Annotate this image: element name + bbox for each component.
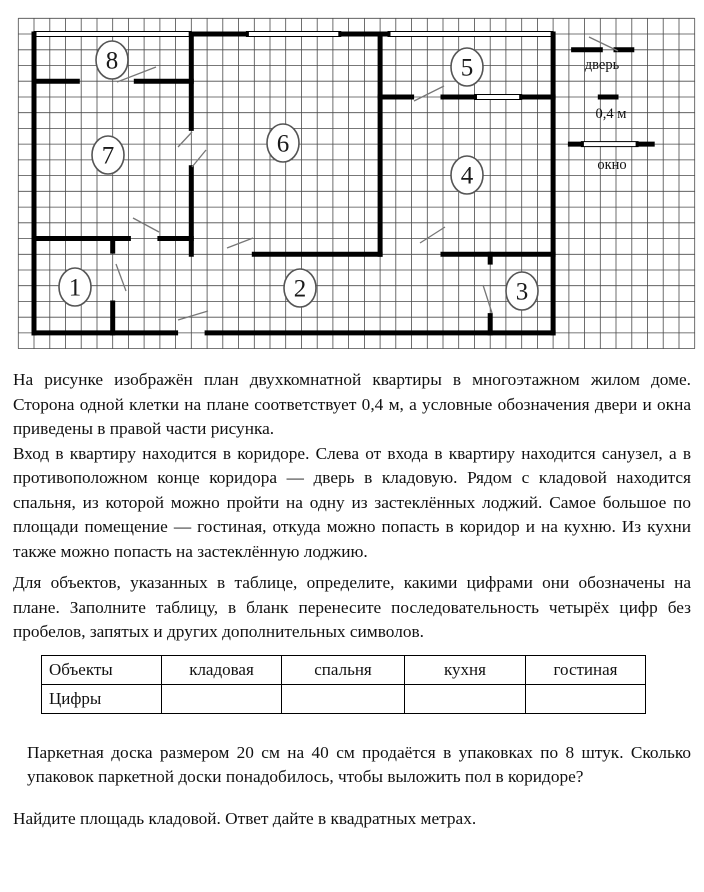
paragraph-task-instruction: Для объектов, указанных в таблице, определите, какими цифрами они обозначены на плане. Заполните таблицу, в бланк перенесите последовательность четырёх цифр без пробелов, запятых и других дополнительных символов.: [13, 573, 691, 641]
room-number-1: [59, 268, 91, 306]
table-cell-kitchen: кухня: [405, 655, 526, 684]
table-cell-storeroom: кладовая: [162, 655, 282, 684]
answer-cell-storeroom: [162, 684, 282, 713]
svg-text:4: 4: [460, 162, 474, 190]
paragraph-rooms-description: Вход в квартиру находится в коридоре. Слева от входа в квартиру находится санузел, а в противоположном конце коридора — дверь в кладовую. Рядом с кладовой находится спальня, из которой можно пройти на одну из застеклённых лоджий. Самое большое по площади помещение — гостиная, откуда можно попасть в коридор и на кухню. Из кухни также можно попасть на застеклённую лоджию.: [13, 443, 691, 561]
text-column: [0, 360, 704, 831]
room-number-8: [96, 41, 128, 79]
paragraph-parquet-question: Паркетная доска размером 20 см на 40 см продаётся в упаковках по 8 штук. Сколько упаковок паркетной доски понадобилось, чтобы выложить пол в коридоре?: [27, 742, 691, 786]
svg-text:1: 1: [68, 274, 82, 302]
floor-plan: [0, 0, 704, 360]
answer-cell-bedroom: [282, 684, 405, 713]
room-number-4: [451, 156, 483, 194]
svg-text:5: 5: [460, 54, 474, 82]
table-cell-bedroom: спальня: [282, 655, 405, 684]
room-number-6: [267, 124, 299, 162]
svg-text:2: 2: [293, 275, 307, 303]
room-number-3: [506, 272, 538, 310]
answer-cell-livingroom: [526, 684, 646, 713]
table-cell-objects-label: Объекты: [42, 655, 162, 684]
paragraph-plan-description: На рисунке изображён план двухкомнатной квартиры в многоэтажном жилом доме. Сторона одной клетки на плане соответствует 0,4 м, а условные обозначения двери и окна приведены в правой части рисунка.: [13, 370, 691, 438]
legend-door-label: дверь: [584, 57, 620, 73]
table-header-row: [42, 655, 646, 684]
svg-text:8: 8: [105, 47, 119, 75]
legend-scale-label: 0,4 м: [595, 106, 627, 122]
svg-text:6: 6: [276, 130, 290, 158]
legend-window-label: окно: [597, 157, 627, 173]
answer-table: [41, 655, 646, 714]
table-answer-row: [42, 684, 646, 713]
answer-cell-kitchen: [405, 684, 526, 713]
room-number-7: [92, 136, 124, 174]
table-cell-digits-label: Цифры: [42, 684, 162, 713]
paragraph-area-question: Найдите площадь кладовой. Ответ дайте в квадратных метрах.: [13, 808, 477, 828]
svg-text:7: 7: [101, 142, 115, 170]
table-cell-livingroom: гостиная: [526, 655, 646, 684]
svg-text:3: 3: [515, 278, 529, 306]
room-number-2: [284, 269, 316, 307]
room-number-5: [451, 48, 483, 86]
